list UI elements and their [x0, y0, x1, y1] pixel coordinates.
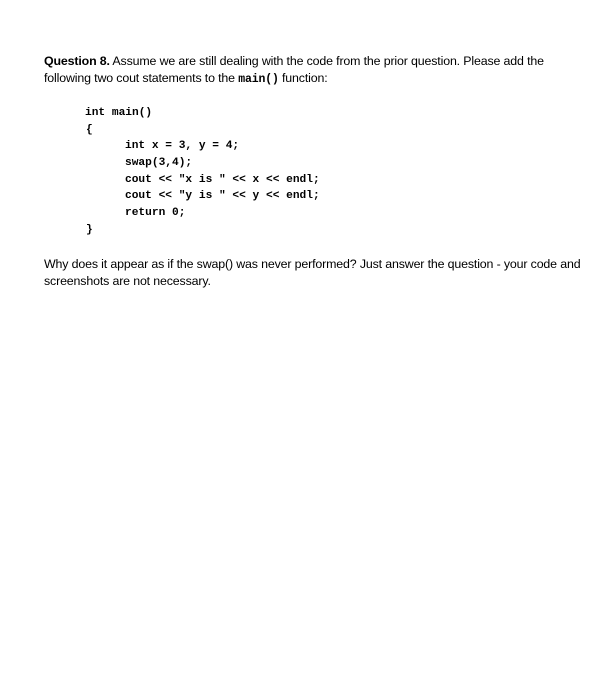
code-open-brace: { [86, 124, 93, 136]
question-intro-text: Assume we are still dealing with the code from the prior question. Please add the following two cout statements to the [44, 54, 544, 85]
code-line: cout << "y is " << y << endl; [125, 190, 320, 203]
question-intro-end: function: [278, 71, 328, 85]
question-prompt: Why does it appear as if the swap() was never performed? Just answer the question - your code and screenshots are not necessary. [44, 257, 581, 288]
inline-code-main: main() [238, 73, 279, 86]
code-line: swap(3,4); [125, 156, 193, 169]
code-body [125, 138, 320, 222]
code-line: return 0; [125, 207, 186, 220]
question-label: Question 8. [44, 54, 110, 68]
code-signature: int main() [85, 107, 153, 119]
code-line: cout << "x is " << x << endl; [125, 173, 320, 186]
code-close-brace: } [86, 224, 93, 236]
code-line: int x = 3, y = 4; [125, 140, 240, 152]
question-intro [44, 53, 584, 88]
